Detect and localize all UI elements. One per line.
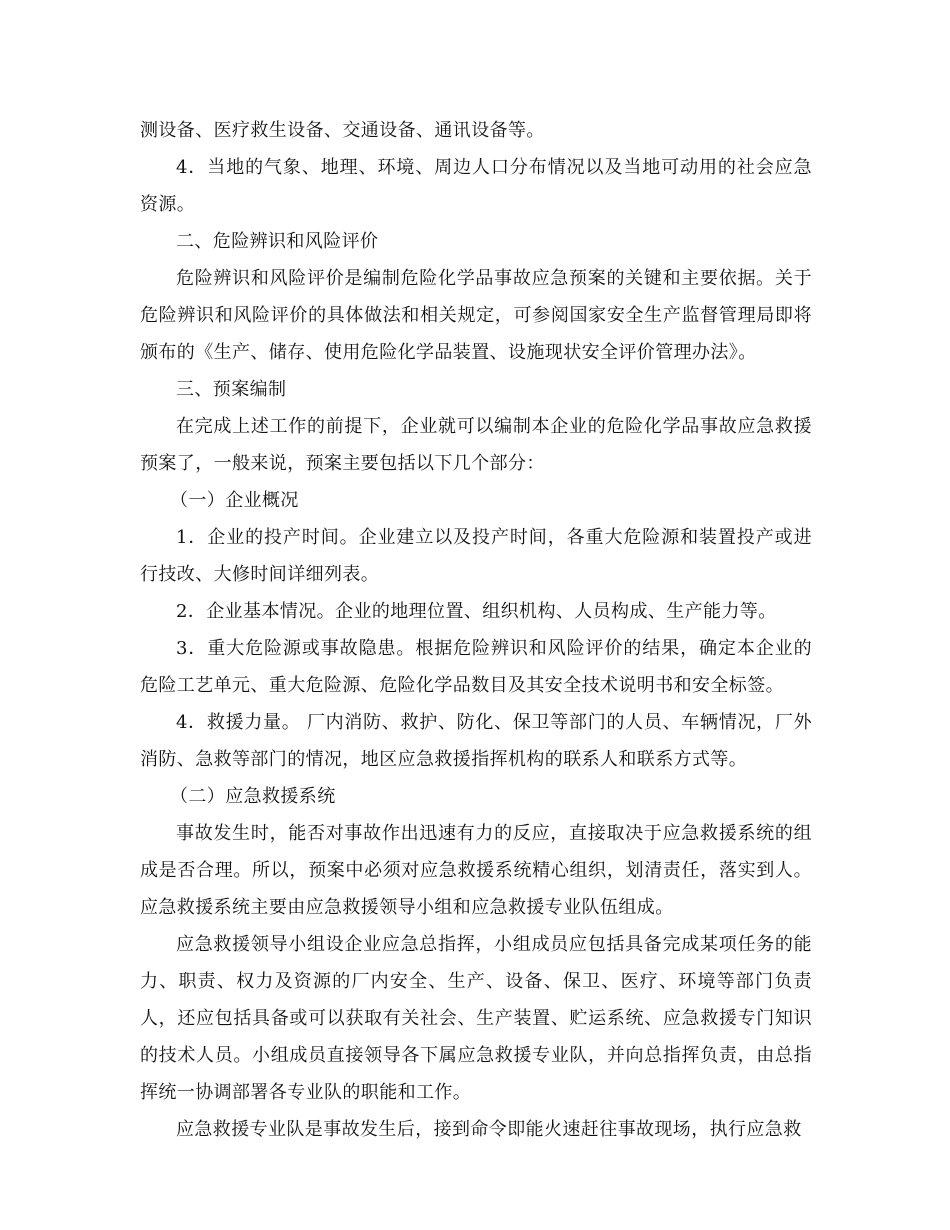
- paragraph-item-4-rescue-forces: 4．救援力量。 厂内消防、救护、防化、保卫等部门的人员、车辆情况，厂外消防、急救等部门的情况，地区应急救援指挥机构的联系人和联系方式等。: [140, 712, 812, 770]
- paragraph-plan-preparation: 在完成上述工作的前提下，企业就可以编制本企业的危险化学品事故应急救援预案了，一般来说，预案主要包括以下几个部分：: [140, 416, 812, 474]
- paragraph-item-1-production-time: 1．企业的投产时间。企业建立以及投产时间，各重大危险源和装置投产或进行技改、大修时间详细列表。: [140, 527, 812, 585]
- section-heading-hazard-identification: 二、危险辨识和风险评价: [176, 231, 379, 252]
- paragraph-item-4-local-conditions: 4．当地的气象、地理、环境、周边人口分布情况以及当地可动用的社会应急资源。: [140, 157, 812, 215]
- section-heading-plan-preparation: 三、预案编制: [176, 379, 287, 400]
- paragraph-continuation: 测设备、医疗救生设备、交通设备、通讯设备等。: [140, 120, 545, 141]
- paragraph-rescue-system: 事故发生时，能否对事故作出迅速有力的反应，直接取决于应急救援系统的组成是否合理。所以，预案中必须对应急救援系统精心组织，划清责任，落实到人。应急救援系统主要由应急救援领导小组和应急救援专业队伍组成。: [140, 823, 812, 918]
- document-body: [140, 112, 812, 1148]
- paragraph-professional-team: 应急救援专业队是事故发生后，接到命令即能火速赶往事故现场，执行应急救: [176, 1119, 802, 1140]
- paragraph-leadership-group: 应急救援领导小组设企业应急总指挥，小组成员应包括具备完成某项任务的能力、职责、权力及资源的厂内安全、生产、设备、保卫、医疗、环境等部门负责人，还应包括具备或可以获取有关社会、生产装置、贮运系统、应急救援专门知识的技术人员。小组成员直接领导各下属应急救援专业队，并向总指挥负责，由总指挥统一协调部署各专业队的职能和工作。: [140, 934, 812, 1103]
- paragraph-hazard-identification: 危险辨识和风险评价是编制危险化学品事故应急预案的关键和主要依据。关于危险辨识和风险评价的具体做法和相关规定，可参阅国家安全生产监督管理局即将颁布的《生产、储存、使用危险化学品装置、设施现状安全评价管理办法》。: [140, 268, 812, 363]
- paragraph-item-3-major-hazards: 3．重大危险源或事故隐患。根据危险辨识和风险评价的结果，确定本企业的危险工艺单元、重大危险源、危险化学品数目及其安全技术说明书和安全标签。: [140, 638, 812, 696]
- subsection-heading-rescue-system: （二）应急救援系统: [170, 786, 336, 807]
- subsection-heading-company-overview: （一）企业概况: [170, 490, 299, 511]
- paragraph-item-2-basic-info: 2．企业基本情况。企业的地理位置、组织机构、人员构成、生产能力等。: [176, 601, 777, 622]
